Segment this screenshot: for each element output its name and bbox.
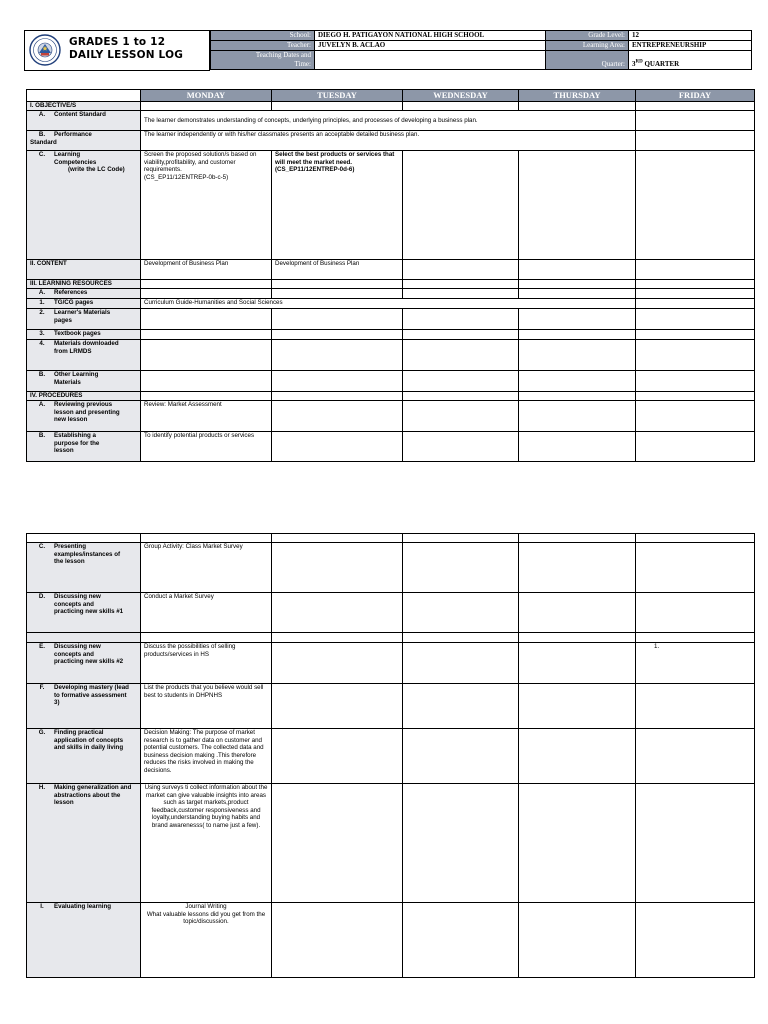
cell[interactable] [636,401,755,432]
cell[interactable] [519,289,636,299]
procedures-section-heading: IV. PROCEDURES [27,392,141,401]
row-number: 4. [39,340,45,347]
cell[interactable] [403,729,519,784]
procedure-c-label [27,543,141,593]
cell[interactable] [272,340,403,371]
row-number: E. [39,643,45,650]
cell[interactable] [636,684,755,729]
learning-area-value[interactable]: ENTREPRENEURSHIP [629,41,752,51]
row-number: A. [38,401,46,408]
cell[interactable] [519,280,636,289]
cell[interactable] [636,102,755,111]
row-number: I. [40,903,44,910]
cell[interactable] [403,432,519,462]
cell[interactable] [141,534,272,543]
day-header-monday: MONDAY [141,90,272,102]
cell[interactable] [272,432,403,462]
row-label: Other Learning Materials [54,371,99,386]
learning-area-label: Learning Area: [546,41,629,51]
day-header-tuesday: TUESDAY [272,90,403,102]
cell[interactable] [636,543,755,593]
cell[interactable] [403,643,519,684]
content-standard-text[interactable]: The learner demonstrates understanding of concepts, underlying principles, and processes of developing a business plan. [141,111,636,131]
row-number: 1. [39,299,45,306]
teaching-dates-value[interactable] [315,51,546,70]
cell[interactable] [272,534,403,543]
cell[interactable] [636,260,755,280]
cell[interactable] [141,392,272,401]
cell[interactable] [636,299,755,309]
row-label: Making generalization and abstractions about the lesson [54,784,132,807]
row-label: Developing mastery (lead to formative assessment 3) [54,684,129,707]
row-label: TG/CG pages [54,299,94,306]
cell[interactable] [519,543,636,593]
row-number: A. [38,111,46,118]
procedure-g-monday[interactable]: Decision Making: The purpose of market research is to gather data on customer and potential customers. The collected data and business decision making .This therefore reduces the risks involved in making the decisions. [141,729,272,784]
row-label: Establishing a purpose for the lesson [54,432,100,455]
procedure-f-label [27,684,141,729]
procedure-h-label [27,784,141,903]
cell[interactable] [141,309,272,330]
performance-standard-label [27,131,141,151]
cell[interactable] [272,543,403,593]
cell[interactable] [519,392,636,401]
cell[interactable] [636,330,755,340]
cell[interactable] [141,633,272,643]
row-number: F. [39,684,45,691]
row-number: 3. [39,330,45,337]
cell[interactable] [636,903,755,978]
cell[interactable] [272,643,403,684]
procedure-b-label [27,432,141,462]
row-number: D. [38,593,46,600]
row-label: Finding practical application of concepts and skills in daily living [54,729,124,752]
row-number: G. [38,729,46,736]
quarter-value[interactable] [629,51,752,70]
cell[interactable] [272,102,403,111]
procedure-e-friday[interactable]: 1. [636,643,755,684]
cell[interactable] [272,330,403,340]
row-label: Presenting examples/instances of the lesson [54,543,121,566]
cell[interactable] [272,401,403,432]
cell[interactable] [519,309,636,330]
cell[interactable] [403,633,519,643]
content-standard-label [27,111,141,131]
cell[interactable] [519,151,636,260]
cell[interactable] [636,729,755,784]
row-number: B. [38,371,46,378]
cell[interactable] [403,543,519,593]
cell[interactable] [403,260,519,280]
cell[interactable] [519,330,636,340]
procedure-a-label [27,401,141,432]
performance-standard-text[interactable]: The learner independently or with his/her classmates presents an acceptable detailed business plan. [141,131,636,151]
school-value[interactable]: DIEGO H. PATIGAYON NATIONAL HIGH SCHOOL [315,31,546,41]
cell[interactable] [519,371,636,392]
day-header-friday: FRIDAY [636,90,755,102]
lc-tuesday[interactable]: Select the best products or services that will meet the market need. (CS_EP11/12ENTREP-0d-6) [272,151,403,260]
header-info-table [210,30,752,70]
cell[interactable] [403,903,519,978]
procedure-e-monday[interactable]: Discuss the possibilities of selling products/services in HS [141,643,272,684]
teaching-dates-label-line2: Time: [294,60,311,68]
cell[interactable] [403,684,519,729]
day-header-wednesday: WEDNESDAY [403,90,519,102]
learners-materials-label [27,309,141,330]
cell[interactable] [403,280,519,289]
row-label: Performance [54,131,92,138]
cell[interactable] [636,289,755,299]
lrmds-materials-label [27,340,141,371]
cell[interactable] [636,111,755,131]
cell[interactable] [519,903,636,978]
form-title-line2: DAILY LESSON LOG [69,49,184,61]
cell[interactable] [403,330,519,340]
procedure-c-monday[interactable]: Group Activity: Class Market Survey [141,543,272,593]
cell[interactable] [141,371,272,392]
quarter-number: 3 [632,60,636,68]
row-label: Learner's Materials pages [54,309,111,324]
row-label: Content Standard [54,111,106,118]
cell[interactable] [519,643,636,684]
cell[interactable] [141,280,272,289]
school-logo-header [24,30,210,71]
cell[interactable] [636,784,755,903]
deped-seal-icon [29,34,61,66]
row-number: A. [38,289,46,296]
grade-level-value[interactable]: 12 [629,31,752,41]
cell[interactable] [403,151,519,260]
row-label: Learning Competencies [54,151,97,166]
procedure-a-monday[interactable]: Review: Market Assessment [141,401,272,432]
cell[interactable] [403,401,519,432]
teaching-dates-label [211,51,315,70]
cell[interactable] [636,593,755,633]
corner-cell [27,90,141,102]
procedure-i-label [27,903,141,978]
cell[interactable] [519,729,636,784]
quarter-label: Quarter: [546,51,629,70]
cell[interactable] [636,534,755,543]
journal-writing-title: Journal Writing [185,903,227,910]
row-number: 2. [39,309,45,316]
cell[interactable] [519,401,636,432]
cell[interactable] [272,280,403,289]
quarter-suffix: RD [635,59,643,65]
other-learning-materials-label [27,371,141,392]
cell[interactable] [403,102,519,111]
cell[interactable] [636,131,755,151]
cell[interactable] [519,593,636,633]
procedure-e-label [27,643,141,684]
procedure-i-monday[interactable] [141,903,272,978]
cell[interactable] [272,392,403,401]
day-header-thursday: THURSDAY [519,90,636,102]
cell[interactable] [272,684,403,729]
lesson-log-table-page1 [26,89,755,462]
cell[interactable] [403,534,519,543]
cell[interactable] [272,633,403,643]
cell[interactable] [403,593,519,633]
cell[interactable] [403,392,519,401]
cell[interactable] [519,633,636,643]
procedure-b-monday[interactable]: To identify potential products or services [141,432,272,462]
cell[interactable] [519,432,636,462]
row-label: Evaluating learning [54,903,112,910]
cell[interactable] [403,784,519,903]
cell [27,633,141,643]
teacher-label: Teacher: [211,41,315,51]
cell[interactable] [403,289,519,299]
cell[interactable] [272,784,403,903]
quarter-text: QUARTER [642,60,680,68]
row-label: Textbook pages [54,330,101,337]
learning-competencies-label [27,151,141,260]
row-number: H. [38,784,46,791]
content-tuesday[interactable]: Development of Business Plan [272,260,403,280]
cell[interactable] [519,102,636,111]
procedure-h-monday[interactable]: Using surveys ti collect information about the market can give valuable insights into areas such as target markets,product feedback,customer responsiveness and loyalty,understanding buying habits and brand awarenesss( to name just a few). [141,784,272,903]
content-section-heading: II. CONTENT [27,260,141,280]
procedure-d-label [27,593,141,633]
cell[interactable] [636,432,755,462]
cell[interactable] [27,534,141,543]
teacher-value[interactable]: JUVELYN B. ACLAO [315,41,546,51]
cell[interactable] [636,340,755,371]
cell[interactable] [141,289,272,299]
cell[interactable] [272,371,403,392]
cell[interactable] [636,151,755,260]
cell[interactable] [519,260,636,280]
row-label: Discussing new concepts and practicing new skills #1 [54,593,124,616]
cell[interactable] [272,903,403,978]
procedure-g-label [27,729,141,784]
cell[interactable] [141,102,272,111]
tg-cg-pages-label [27,299,141,309]
cell[interactable] [141,330,272,340]
lc-monday[interactable]: Screen the proposed solution/s based on viability,profitability, and customer requirements. (CS_EP11/12ENTREP-0b-c-5) [141,151,272,260]
row-label: Reviewing previous lesson and presenting new lesson [54,401,120,424]
objectives-section-heading: I. OBJECTIVE/S [27,102,141,111]
grade-level-label: Grade Level: [546,31,629,41]
learning-resources-heading: III. LEARNING RESOURCES [27,280,141,289]
cell[interactable] [141,340,272,371]
cell[interactable] [272,309,403,330]
cell[interactable] [403,340,519,371]
row-label: References [54,289,88,296]
references-label [27,289,141,299]
row-label: Materials downloaded from LRMDS [54,340,119,355]
teaching-dates-label-line1: Teaching Dates and [255,51,311,59]
row-label-line2: (write the LC Code) [68,166,125,174]
tg-cg-pages-text[interactable]: Curriculum Guide-Humanities and Social Sciences [141,299,636,309]
row-label: Discussing new concepts and practicing new skills #2 [54,643,124,666]
cell[interactable] [272,593,403,633]
cell[interactable] [403,371,519,392]
procedure-f-monday[interactable]: List the products that you believe would sell best to students in DHPNHS [141,684,272,729]
cell[interactable] [272,289,403,299]
textbook-pages-label [27,330,141,340]
cell[interactable] [519,340,636,371]
cell[interactable] [636,280,755,289]
cell[interactable] [636,309,755,330]
cell[interactable] [519,684,636,729]
form-title-line1: GRADES 1 to 12 [69,36,166,48]
cell[interactable] [272,729,403,784]
school-label: School: [211,31,315,41]
cell[interactable] [519,534,636,543]
row-number: C. [38,543,46,550]
cell[interactable] [636,633,755,643]
procedure-d-monday[interactable]: Conduct a Market Survey [141,593,272,633]
cell[interactable] [403,309,519,330]
row-number: B. [38,131,46,138]
row-number: B. [38,432,46,439]
row-label-line2: Standard [30,138,57,146]
lesson-log-table-page2 [26,533,755,978]
cell[interactable] [636,371,755,392]
content-monday[interactable]: Development of Business Plan [141,260,272,280]
cell[interactable] [519,784,636,903]
journal-writing-prompt: What valuable lessons did you get from the topic/discussion. [146,910,266,926]
cell[interactable] [636,392,755,401]
row-number: C. [38,151,46,158]
